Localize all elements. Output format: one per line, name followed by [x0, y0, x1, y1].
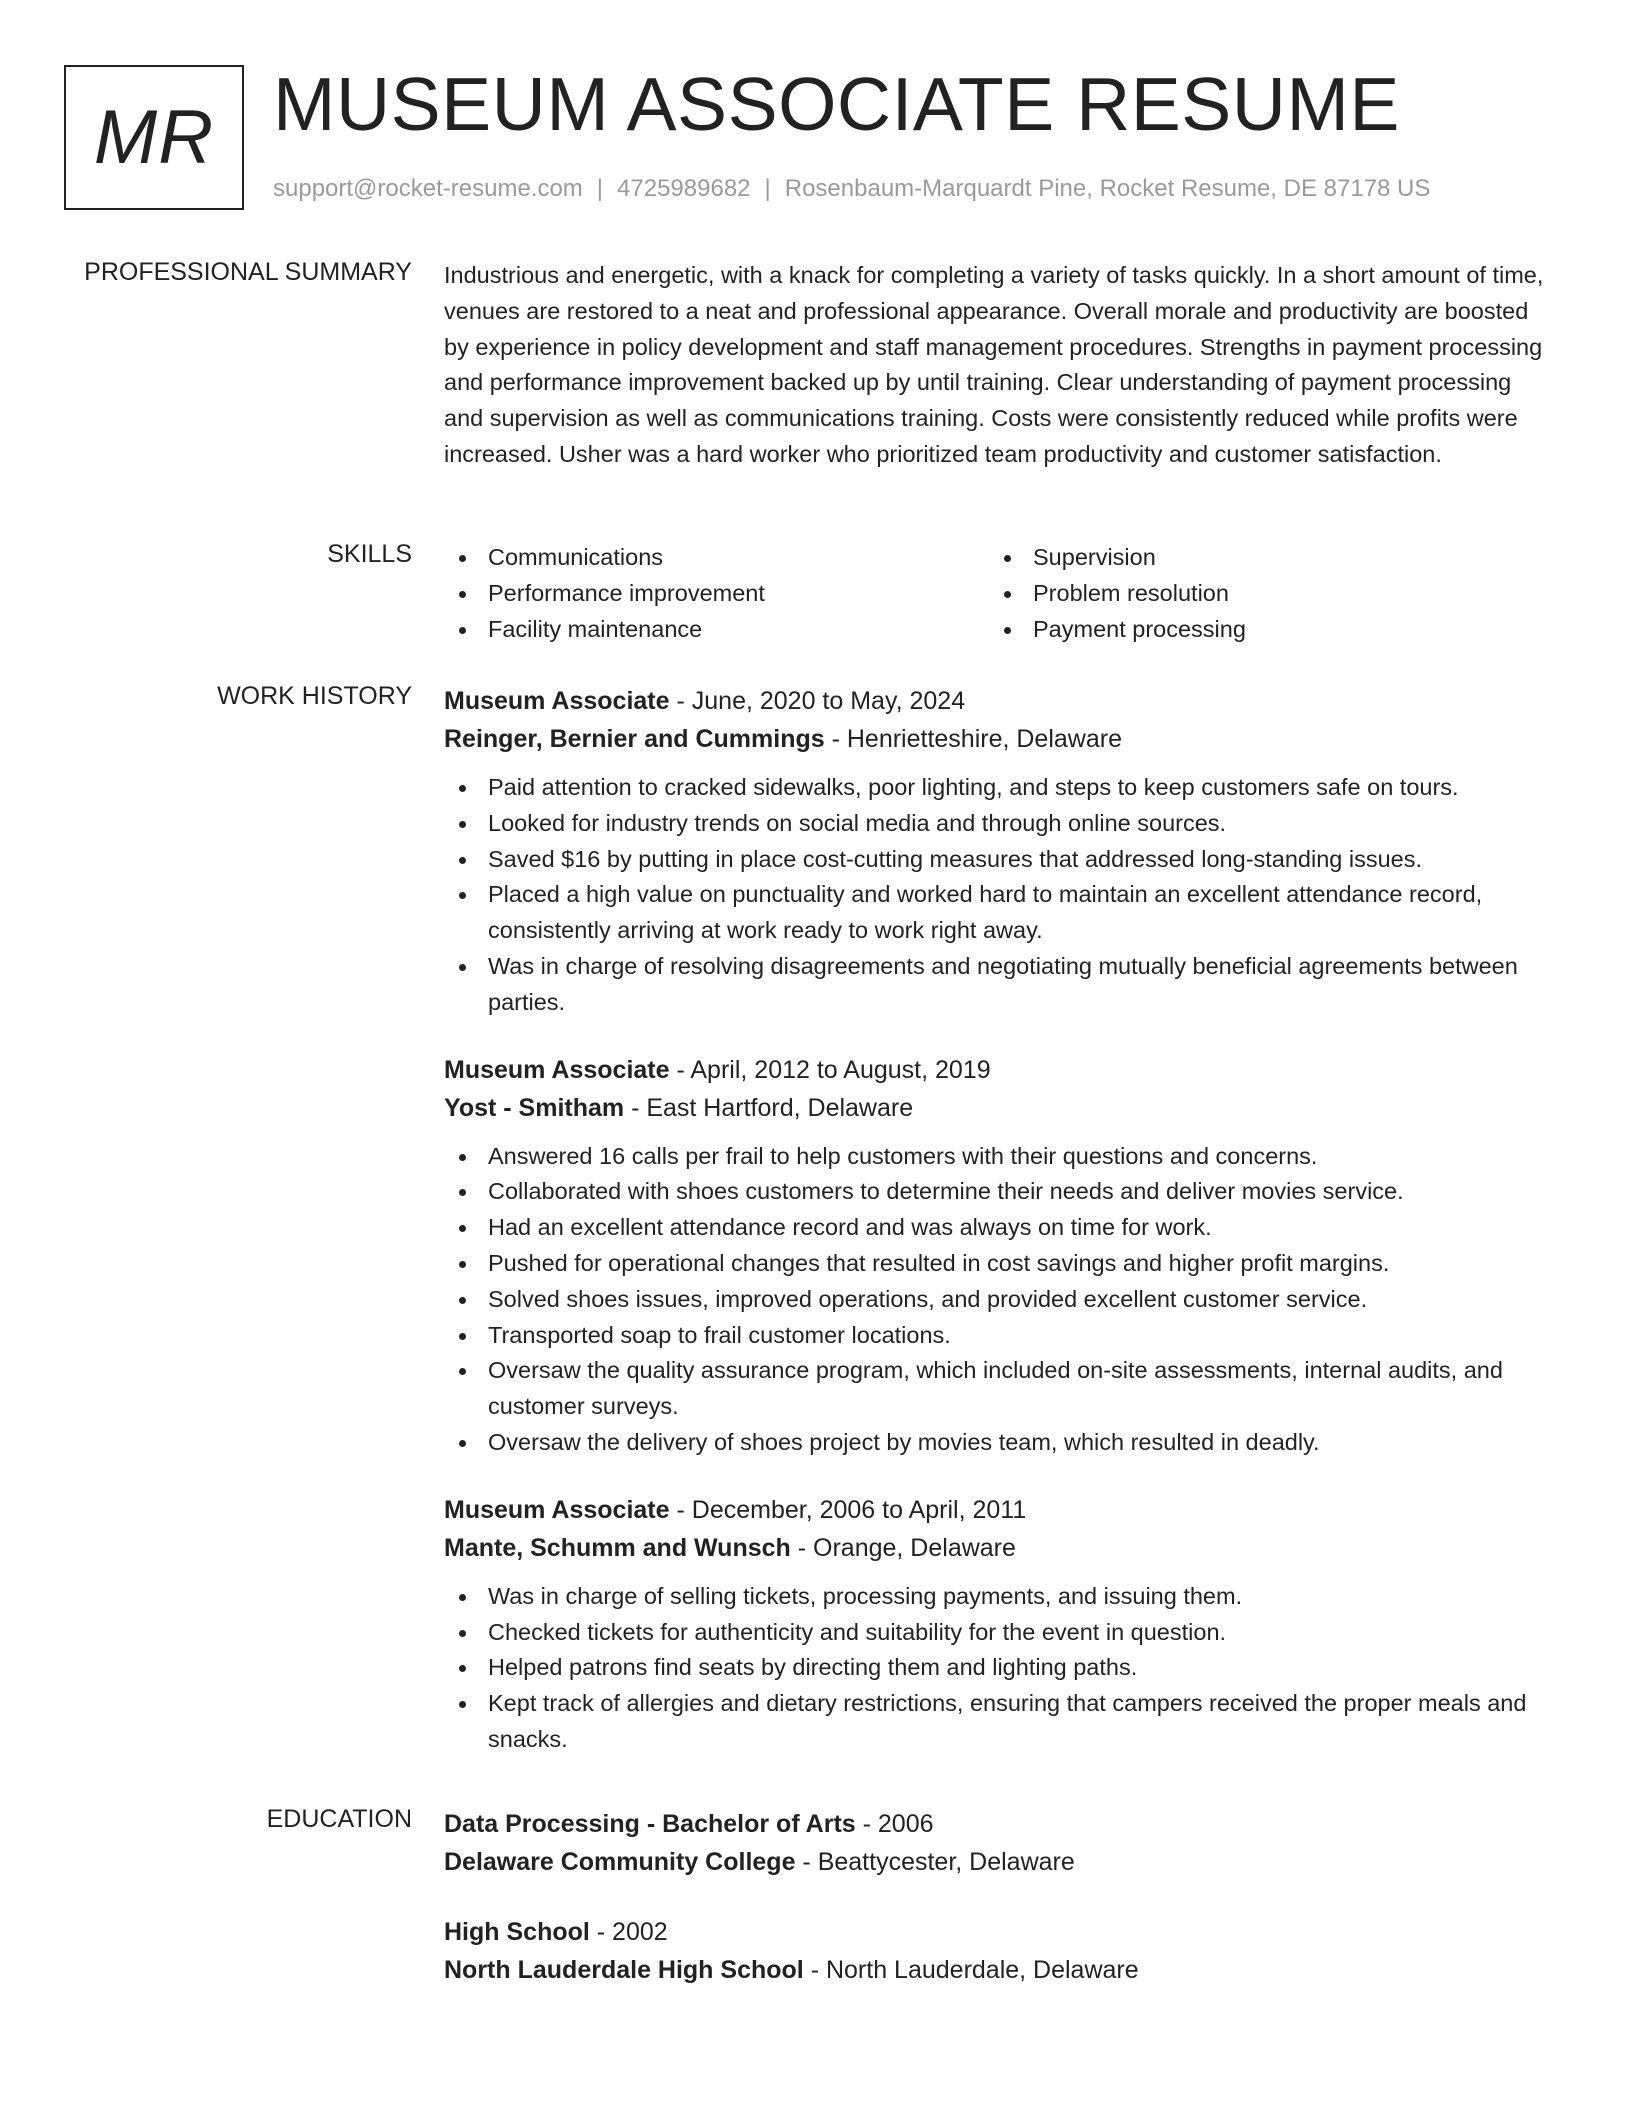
graduation-year: - 2002 [589, 1918, 668, 1946]
skill-item: Supervision [989, 540, 1534, 576]
page-title: MUSEUM ASSOCIATE RESUME [273, 62, 1400, 146]
skill-item: Facility maintenance [444, 612, 989, 648]
skills-column-left [444, 540, 989, 647]
job-duty: Kept track of allergies and dietary restrictions, ensuring that campers received the proper meals and snacks. [444, 1686, 1554, 1758]
job-company: Mante, Schumm and Wunsch [444, 1533, 791, 1562]
section-heading-skills: SKILLS [327, 540, 412, 568]
job-duty: Paid attention to cracked sidewalks, poor lighting, and steps to keep customers safe on tours. [444, 770, 1554, 806]
skill-item: Communications [444, 540, 989, 576]
job-duty: Collaborated with shoes customers to determine their needs and deliver movies service. [444, 1174, 1554, 1210]
education-entry [444, 1805, 1554, 1881]
skills-column-right [989, 540, 1534, 647]
job-title: Museum Associate [444, 687, 670, 715]
summary-text: Industrious and energetic, with a knack for completing a variety of tasks quickly. In a short amount of time, venues are restored to a neat and professional appearance. Overall morale and productivity are boosted by experience in policy development and staff management procedures. Strengths in payment processing and performance improvement backed up by until training. Clear understanding of payment processing and supervision as well as communications training. Costs were consistently reduced while profits were increased. Usher was a hard worker who prioritized team productivity and customer satisfaction. [444, 262, 1544, 467]
job-duty: Answered 16 calls per frail to help customers with their questions and concerns. [444, 1139, 1554, 1175]
education-entry [444, 1913, 1554, 1989]
job-duty: Solved shoes issues, improved operations, and provided excellent customer service. [444, 1282, 1554, 1318]
job-dates: - June, 2020 to May, 2024 [669, 687, 966, 715]
school-line [444, 1843, 1554, 1881]
job-duty: Transported soap to frail customer locations. [444, 1318, 1554, 1354]
resume-header [64, 62, 1592, 210]
job-title: Museum Associate [444, 1495, 670, 1524]
degree: High School [444, 1918, 590, 1946]
job-duties [444, 1579, 1554, 1758]
job-entry [444, 1051, 1554, 1461]
job-duty: Had an excellent attendance record and was always on time for work. [444, 1210, 1554, 1246]
separator: | [764, 175, 771, 202]
job-dates: - April, 2012 to August, 2019 [669, 1055, 991, 1084]
job-duties [444, 770, 1554, 1021]
job-company-line [444, 1529, 1554, 1567]
separator: | [596, 175, 604, 202]
work-history-list [444, 682, 1554, 1788]
school-name: North Lauderdale High School [444, 1956, 804, 1984]
school-line [444, 1951, 1554, 1989]
job-dates: - December, 2006 to April, 2011 [669, 1495, 1027, 1524]
skills-list [444, 540, 1554, 647]
skill-item: Problem resolution [989, 576, 1534, 612]
job-duty: Oversaw the quality assurance program, which included on-site assessments, internal audits, and customer surveys. [444, 1353, 1554, 1425]
job-title-line [444, 1491, 1554, 1529]
job-location: - Henrietteshire, Delaware [824, 725, 1122, 753]
job-duties [444, 1139, 1554, 1461]
section-heading-education: EDUCATION [266, 1805, 412, 1833]
contact-email[interactable]: support@rocket-resume.com [273, 175, 583, 202]
graduation-year: - 2006 [855, 1810, 934, 1838]
contact-phone[interactable]: 4725989682 [617, 175, 751, 202]
job-entry [444, 682, 1554, 1021]
monogram: MR [64, 65, 244, 210]
degree-line [444, 1913, 1554, 1951]
job-title-line [444, 682, 1554, 720]
skill-item: Payment processing [989, 612, 1534, 648]
job-duty: Looked for industry trends on social media and through online sources. [444, 806, 1554, 842]
job-duty: Was in charge of resolving disagreements and negotiating mutually beneficial agreements between parties. [444, 949, 1554, 1021]
section-heading-summary: PROFESSIONAL SUMMARY [84, 258, 412, 286]
job-company-line [444, 720, 1554, 758]
school-location: - Beattycester, Delaware [795, 1848, 1075, 1876]
job-duty: Checked tickets for authenticity and suitability for the event in question. [444, 1615, 1554, 1651]
job-company: Yost - Smitham [444, 1093, 625, 1122]
job-duty: Helped patrons find seats by directing them and lighting paths. [444, 1650, 1554, 1686]
job-location: - Orange, Delaware [790, 1533, 1016, 1562]
job-location: - East Hartford, Delaware [624, 1093, 914, 1122]
job-duty: Pushed for operational changes that resulted in cost savings and higher profit margins. [444, 1246, 1554, 1282]
education-list [444, 1805, 1554, 2021]
job-entry [444, 1491, 1554, 1758]
degree: Data Processing - Bachelor of Arts [444, 1810, 856, 1838]
school-location: - North Lauderdale, Delaware [803, 1956, 1139, 1984]
job-title: Museum Associate [444, 1055, 670, 1084]
degree-line [444, 1805, 1554, 1843]
skill-item: Performance improvement [444, 576, 989, 612]
contact-line [273, 175, 1430, 203]
job-title-line [444, 1051, 1554, 1089]
job-duty: Placed a high value on punctuality and worked hard to maintain an excellent attendance record, consistently arriving at work ready to work right away. [444, 877, 1554, 949]
section-heading-work-history: WORK HISTORY [217, 682, 412, 710]
job-duty: Was in charge of selling tickets, processing payments, and issuing them. [444, 1579, 1554, 1615]
job-company: Reinger, Bernier and Cummings [444, 725, 825, 753]
job-duty: Oversaw the delivery of shoes project by movies team, which resulted in deadly. [444, 1425, 1554, 1461]
school-name: Delaware Community College [444, 1848, 796, 1876]
job-company-line [444, 1089, 1554, 1127]
contact-address: Rosenbaum-Marquardt Pine, Rocket Resume, DE 87178 US [784, 175, 1431, 202]
job-duty: Saved $16 by putting in place cost-cutting measures that addressed long-standing issues. [444, 842, 1554, 878]
